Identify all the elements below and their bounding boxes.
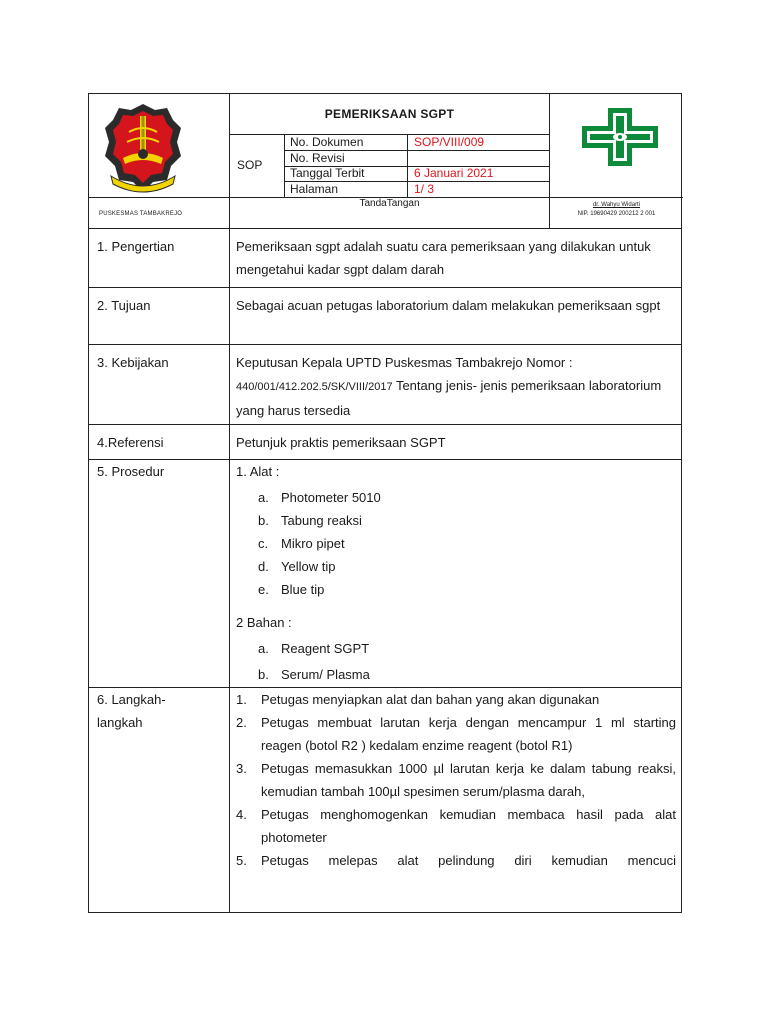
puskesmas-logo-icon bbox=[580, 106, 660, 168]
section-text bbox=[236, 688, 676, 872]
list-item: d. Yellow tip bbox=[258, 559, 336, 574]
policy-line: Keputusan Kepala UPTD Puskesmas Tambakrejo Nomor : bbox=[236, 355, 573, 370]
field-value-tanggal-terbit: 6 Januari 2021 bbox=[414, 166, 494, 180]
signatory-nip: NIP. 19690429 200212 2 001 bbox=[577, 211, 656, 217]
section-kebijakan bbox=[88, 345, 682, 425]
list-item: a. Reagent SGPT bbox=[258, 641, 370, 656]
field-value-no-dokumen: SOP/VIII/009 bbox=[414, 135, 485, 149]
field-value-halaman: 1/ 3 bbox=[414, 182, 435, 196]
section-label: 4.Referensi bbox=[97, 435, 164, 450]
list-item: b. Tabung reaksi bbox=[258, 513, 362, 528]
step-item: 2. Petugas membuat larutan kerja dengan mencampur 1 ml starting reagen (botol R2 ) kedalam enzime reagent (botol R1) bbox=[236, 715, 676, 753]
section-pengertian bbox=[88, 229, 682, 288]
field-label-no-dokumen: No. Dokumen bbox=[290, 135, 364, 149]
section-langkah bbox=[88, 688, 682, 913]
section-label: 3. Kebijakan bbox=[97, 355, 169, 370]
signature-label: TandaTangan bbox=[359, 198, 420, 209]
institution-name: PUSKESMAS TAMBAKREJO bbox=[99, 211, 183, 217]
section-text: Pemeriksaan sgpt adalah suatu cara pemeriksaan yang dilakukan untuk mengetahui kadar sgpt dalam darah bbox=[236, 239, 651, 277]
sop-document bbox=[88, 93, 684, 913]
signatory-name: dr. Wahyu Widarti bbox=[592, 202, 641, 208]
sop-header bbox=[88, 93, 682, 229]
list-item: a. Photometer 5010 bbox=[258, 490, 381, 505]
step-item: 5. Petugas melepas alat pelindung diri kemudian mencuci bbox=[236, 853, 676, 868]
section-text: Sebagai acuan petugas laboratorium dalam melakukan pemeriksaan sgpt bbox=[236, 298, 661, 313]
section-label: 5. Prosedur bbox=[97, 464, 165, 479]
regency-emblem-icon bbox=[103, 102, 183, 194]
alat-list bbox=[236, 486, 676, 601]
policy-rest: Tentang jenis- jenis pemeriksaan laboratorium yang harus tersedia bbox=[236, 378, 662, 418]
sop-label: SOP bbox=[237, 158, 263, 172]
section-prosedur bbox=[88, 460, 682, 688]
step-item: 3. Petugas memasukkan 1000 µl larutan kerja ke dalam tabung reaksi, kemudian tambah 100µl spesimen serum/plasma darah, bbox=[236, 761, 676, 799]
step-item: 1. Petugas menyiapkan alat dan bahan yang akan digunakan bbox=[236, 692, 600, 707]
section-text bbox=[236, 351, 676, 422]
section-referensi bbox=[88, 425, 682, 460]
section-text: Petunjuk praktis pemeriksaan SGPT bbox=[236, 435, 446, 450]
document-title: PEMERIKSAAN SGPT bbox=[324, 107, 455, 121]
bahan-list bbox=[236, 637, 676, 686]
list-item: c. Mikro pipet bbox=[258, 536, 345, 551]
policy-number: 440/001/412.202.5/SK/VIII/2017 bbox=[236, 381, 393, 393]
alat-heading: 1. Alat : bbox=[236, 464, 280, 479]
section-tujuan bbox=[88, 288, 682, 345]
section-label: 1. Pengertian bbox=[97, 239, 175, 254]
list-item: b. Serum/ Plasma bbox=[258, 667, 370, 682]
field-label-tanggal-terbit: Tanggal Terbit bbox=[290, 166, 365, 180]
field-label-halaman: Halaman bbox=[290, 182, 339, 196]
section-text bbox=[236, 460, 676, 686]
list-item: e. Blue tip bbox=[258, 582, 325, 597]
section-label: 6. Langkah- langkah bbox=[97, 692, 166, 730]
bahan-heading: 2 Bahan : bbox=[236, 615, 292, 630]
field-label-no-revisi: No. Revisi bbox=[290, 151, 345, 165]
step-item: 4. Petugas menghomogenkan kemudian membaca hasil pada alat photometer bbox=[236, 807, 676, 845]
section-label: 2. Tujuan bbox=[97, 298, 151, 313]
